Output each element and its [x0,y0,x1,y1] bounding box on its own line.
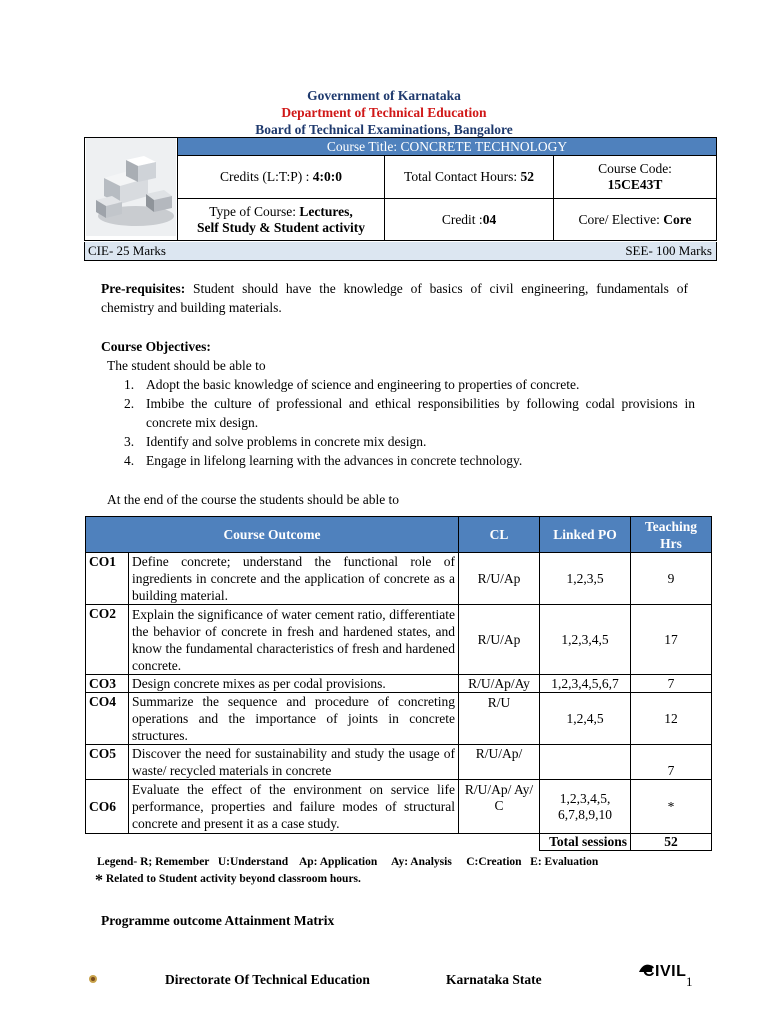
objective-item: 4. Engage in lifelong learning with the advances in concrete technology. [124,453,523,468]
table-row: CO3 Design concrete mixes as per codal provisions. R/U/Ap/Ay 1,2,3,4,5,6,7 7 [86,675,712,693]
legend-note: * Related to Student activity beyond classroom hours. [95,872,361,889]
col-course-outcome: Course Outcome [86,517,459,553]
course-title: CONCRETE TECHNOLOGY [400,139,568,154]
table-row: CO2 Explain the significance of water cement ratio, differentiate the behavior of concrete in fresh and hardened states, and know the fundamental characteristics of fresh and hardened concrete. R/U/Ap 1,2,3,4,5 17 [86,605,712,675]
objectives-list [106,375,695,470]
emblem-icon [88,974,98,984]
outcomes-intro: At the end of the course the students should be able to [107,492,400,507]
asterisk-icon: * [95,872,103,889]
objective-item: 1. Adopt the basic knowledge of science and engineering to properties of concrete. [124,377,580,392]
civil-logo: CIVIL [637,960,687,986]
course-info-table [84,137,717,241]
header-government: Government of Karnataka [307,88,461,103]
footer-state: Karnataka State [446,972,542,987]
core-elective-cell: Core/ Elective: Core [554,199,717,241]
legend: Legend- R; Remember U:Understand Ap: Application Ay: Analysis C:Creation E: Evaluation [97,856,599,868]
objectives-heading: Course Objectives: [101,339,211,354]
concrete-blocks-image [86,138,176,236]
course-image-cell [85,138,178,241]
marks-row [84,242,717,261]
objective-item: 3. Identify and solve problems in concrete mix design. [124,434,427,449]
credit-cell: Credit :04 [385,199,554,241]
table-row: CO4 Summarize the sequence and procedure of concreting operations and the importance of joints in concrete structures. R/U 1,2,4,5 12 [86,693,712,745]
header-board: Board of Technical Examinations, Bangalore [255,122,513,137]
col-cl: CL [459,517,540,553]
col-linked-po: Linked PO [540,517,631,553]
total-sessions-label: Total sessions [540,834,631,851]
header-department: Department of Technical Education [281,105,487,120]
table-row: CO1 Define concrete; understand the functional role of ingredients in concrete and the application of concrete as a building material. R/U/Ap 1,2,3,5 9 [86,553,712,605]
table-row: CO6 Evaluate the effect of the environment on service life performance, properties and failure modes of structural concrete and present it as a case study. R/U/Ap/ Ay/ C 1,2,3,4,5, 6,7,8,9,10 * [86,780,712,834]
course-outcome-table [85,516,712,851]
table-row: CO5 Discover the need for sustainability and study the usage of waste/ recycled materials in concrete R/U/Ap/ 7 [86,745,712,780]
contact-hours-cell: Total Contact Hours: 52 [385,156,554,199]
page-number: 1 [686,974,693,989]
course-title-cell: Course Title: CONCRETE TECHNOLOGY [178,138,717,156]
cie-marks: CIE- 25 Marks [88,243,166,258]
course-code: 15CE43T [607,177,663,192]
see-marks: SEE- 100 Marks [625,243,712,258]
course-type-cell: Type of Course: Lectures, Self Study & Student activity [178,199,385,241]
footer-directorate: Directorate Of Technical Education [165,972,370,987]
course-code-cell: Course Code: 15CE43T [554,156,717,199]
objective-item: 2. Imbibe the culture of professional and ethical responsibilities by following codal provisions in concrete mix design. [124,396,695,430]
section-heading: Programme outcome Attainment Matrix [101,913,335,928]
credits-cell: Credits (L:T:P) : 4:0:0 [178,156,385,199]
total-sessions-value: 52 [631,834,712,851]
col-teaching-hrs: Teaching Hrs [631,517,712,553]
objectives-intro: The student should be able to [107,358,266,373]
prerequisites: Pre-requisites: Student should have the knowledge of basics of civil engineering, fundamentals of chemistry and building materials. [101,281,688,315]
